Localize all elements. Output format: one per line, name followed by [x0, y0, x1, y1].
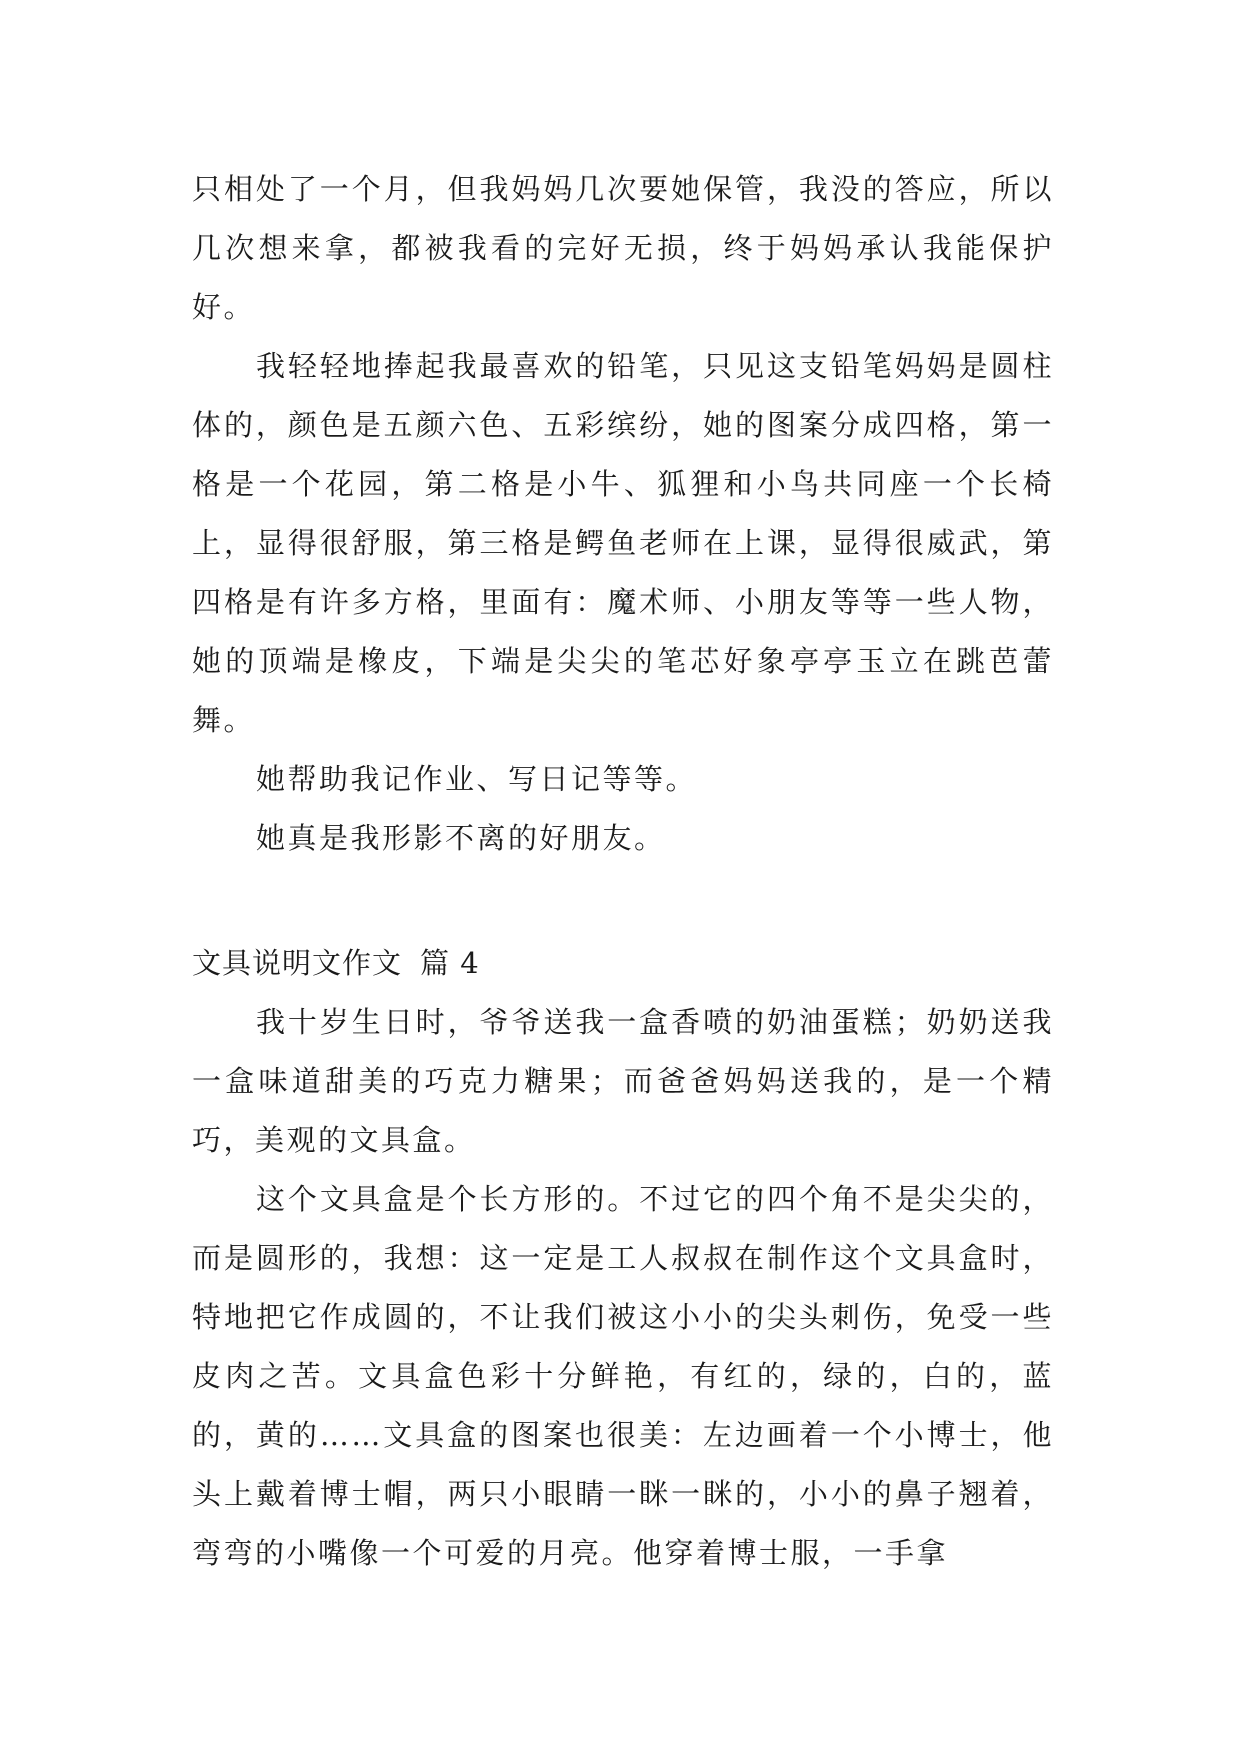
paragraph-continued: 只相处了一个月，但我妈妈几次要她保管，我没的答应，所以几次想来拿，都被我看的完好无损，终于妈妈承认我能保护好。 [192, 172, 1054, 324]
paragraph-pencil-box: 这个文具盒是个长方形的。不过它的四个角不是尖尖的，而是圆形的，我想：这一定是工人叔叔在制作这个文具盒时，特地把它作成圆的，不让我们被这小小的尖头刺伤，免受一些皮肉之苦。文具盒色彩十分鲜艳，有红的，绿的，白的，蓝的，黄的……文具盒的图案也很美：左边画着一个小博士，他头上戴着博士帽，两只小眼睛一眯一眯的，小小的鼻子翘着，弯弯的小嘴像一个可爱的月亮。他穿着博士服，一手拿 [192, 1182, 1054, 1570]
paragraph-birthday: 我十岁生日时，爷爷送我一盒香喷的奶油蛋糕；奶奶送我一盒味道甜美的巧克力糖果；而爸爸妈妈送我的，是一个精巧，美观的文具盒。 [192, 1005, 1054, 1157]
section-heading [192, 934, 1054, 993]
paragraph-friend: 她真是我形影不离的好朋友。 [256, 821, 666, 855]
document-body [192, 160, 1054, 1583]
paragraph-homework: 她帮助我记作业、写日记等等。 [256, 762, 698, 796]
section-title: 文具说明文作文 [192, 946, 403, 980]
paragraph-pencil-description: 我轻轻地捧起我最喜欢的铅笔，只见这支铅笔妈妈是圆柱体的，颜色是五颜六色、五彩缤纷，她的图案分成四格，第一格是一个花园，第二格是小牛、狐狸和小鸟共同座一个长椅上，显得很舒服，第三格是鳄鱼老师在上课，显得很威武，第四格是有许多方格，里面有：魔术师、小朋友等等一些人物，她的顶端是橡皮，下端是尖尖的笔芯好象亭亭玉立在跳芭蕾舞。 [192, 349, 1054, 737]
section-label: 篇 4 [420, 946, 480, 980]
